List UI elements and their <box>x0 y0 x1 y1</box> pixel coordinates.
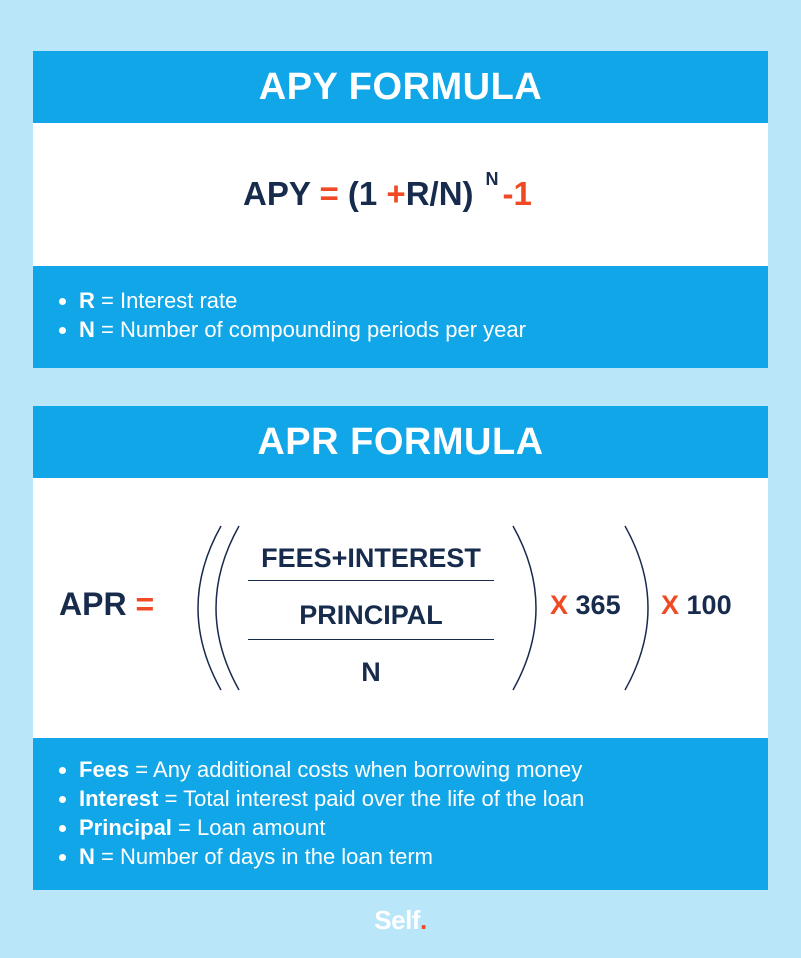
outer-left-paren <box>198 526 221 690</box>
apr-numerator: FEES+INTEREST <box>261 543 481 573</box>
apr-factor-100: 100 <box>686 590 732 620</box>
apr-definition-n <box>79 842 584 871</box>
self-logo <box>0 905 801 936</box>
apr-formula-lhs: APR <box>59 586 127 622</box>
apy-definition-text: = Interest rate <box>94 288 238 313</box>
apr-definition-term: Interest <box>79 786 159 811</box>
apy-definition-term: R <box>79 288 95 313</box>
apy-card <box>33 51 768 368</box>
inner-left-paren <box>216 526 239 690</box>
apy-definition-term: N <box>79 317 95 342</box>
apr-definitions <box>33 738 768 890</box>
apr-formula-equals: = <box>135 586 155 622</box>
apr-times-365 <box>550 590 621 621</box>
apy-formula-equals: = <box>319 175 339 212</box>
outer-right-paren <box>625 526 648 690</box>
apr-definition-principal <box>79 813 584 842</box>
apr-definition-text: = Number of days in the loan term <box>94 844 434 869</box>
apy-header-band <box>33 51 768 123</box>
apr-definition-term: Fees <box>79 757 130 782</box>
apr-denominator: N <box>361 657 381 687</box>
apy-formula-panel <box>33 123 768 266</box>
apr-definition-text: = Loan amount <box>171 815 326 840</box>
self-logo-dot: . <box>419 905 427 935</box>
fraction-rule-bottom <box>248 639 494 640</box>
apr-definition-text: = Any additional costs when borrowing money <box>129 757 583 782</box>
apy-formula-plus: + <box>386 175 406 212</box>
apr-definition-term: Principal <box>79 815 172 840</box>
apr-times-100 <box>661 590 732 621</box>
apr-factor-365: 365 <box>575 590 621 620</box>
apr-definition-term: N <box>79 844 95 869</box>
apr-middle-term: PRINCIPAL <box>299 600 443 630</box>
apy-formula-exponent: N <box>485 169 499 189</box>
self-logo-text: Self <box>374 905 420 935</box>
apr-definition-interest <box>79 784 584 813</box>
apy-definition-text: = Number of compounding periods per year <box>94 317 526 342</box>
apy-formula-inner: R/N) <box>405 175 474 212</box>
apy-definitions <box>33 266 768 368</box>
apr-definition-fees <box>79 755 584 784</box>
apr-definition-text: = Total interest paid over the life of the loan <box>158 786 585 811</box>
apr-header-band <box>33 406 768 478</box>
inner-right-paren <box>513 526 536 690</box>
apr-times-2: X <box>661 590 680 620</box>
fraction-rule-top <box>248 580 494 581</box>
apr-formula-panel <box>33 478 768 738</box>
apy-formula-open: (1 <box>347 175 387 212</box>
apy-formula-lhs: APY <box>243 175 311 212</box>
apr-title: APR FORMULA <box>257 420 544 463</box>
apr-card <box>33 406 768 890</box>
apy-title: APY FORMULA <box>258 65 543 108</box>
apy-definition-n <box>79 315 526 344</box>
apy-formula <box>243 169 532 213</box>
apy-definition-r <box>79 286 526 315</box>
apy-formula-minus: -1 <box>502 175 532 212</box>
apr-times-1: X <box>550 590 569 620</box>
